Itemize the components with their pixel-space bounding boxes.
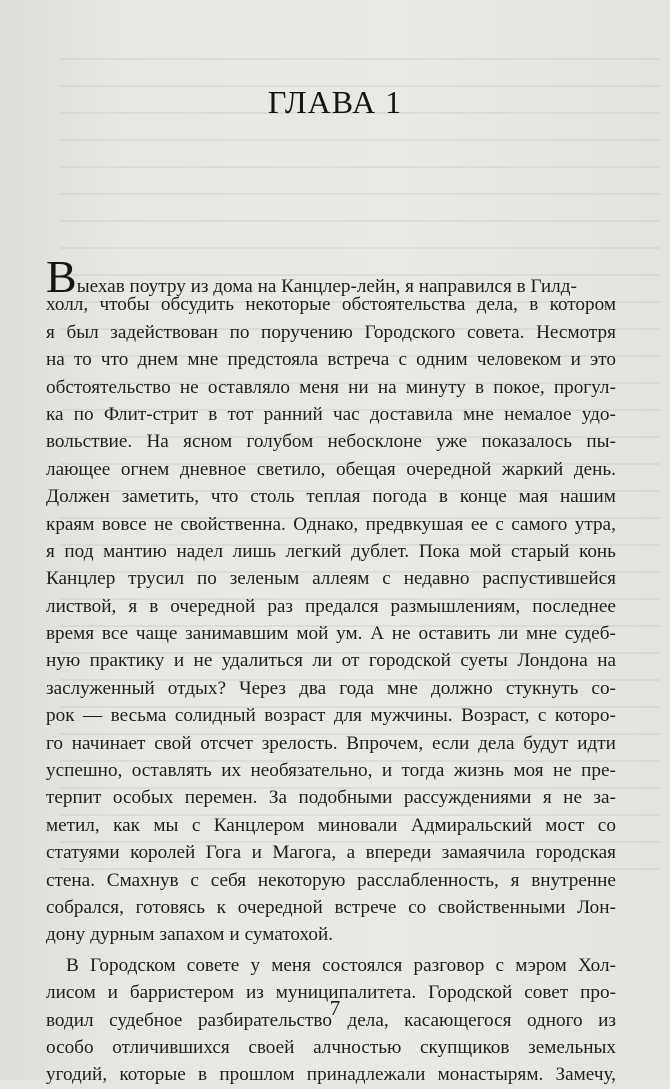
text-line: статуями королей Гога и Магога, а впереди замаячила городская [46,842,616,864]
text-line: заслуженный отдых? Через два года мне должно стукнуть со- [46,677,616,699]
text-line: терпит особых перемен. За подобными рассуждениями я не за- [46,787,616,809]
text-line: особо отличившихся своей алчностью скупщиков земельных [46,1036,616,1058]
text-line: обстоятельство не оставляло меня ни на минуту в покое, прогул- [46,376,616,398]
text-line: го начинает свой отсчет зрелость. Впрочем, если дела будут идти [46,732,616,754]
text-line: я под мантию надел лишь легкий дублет. Пока мой старый конь [46,540,616,562]
text-line: дону дурным запахом и суматохой. [46,924,334,946]
text-line: рок — весьма солидный возраст для мужчины. Возраст, с которо- [46,705,616,727]
text-line: Должен заметить, что столь теплая погода в конце мая нашим [46,486,616,508]
text-line: метил, как мы с Канцлером миновали Адмиральский мост со [46,814,616,836]
text-line: Выехав поутру из дома на Канцлер-лейн, я направился в Гилд- [46,251,577,302]
text-line: время все чаще занимавшим мой ум. А не оставить ли мне судеб- [46,623,616,645]
text-line: угодий, которые в прошлом принадлежали монастырям. Замечу, [46,1064,616,1086]
text-line: ную практику и не удалиться ли от городской суеты Лондона на [46,650,616,672]
text-line: холл, чтобы обсудить некоторые обстоятельства дела, в котором [46,294,616,316]
text-line: вольствие. На ясном голубом небосклоне уже показалось пы- [46,431,616,453]
text-line: водил судебное разбирательство дела, касающегося одного из [46,1009,616,1031]
chapter-title: ГЛАВА 1 [267,84,403,120]
page-number: 7 [329,996,341,1020]
body-text [46,251,616,1089]
text-line: ка по Флит-стрит в тот ранний час доставила мне немалое удо- [46,403,616,425]
text-line: В Городском совете у меня состоялся разговор с мэром Хол- [66,954,616,976]
text-line: лисом и барристером из муниципалитета. Городской совет про- [46,982,616,1004]
text-line: краям вовсе не свойственна. Однако, предвкушая ее с самого утра, [46,513,616,535]
text-line: успешно, оставлять их необязательно, и тогда жизнь моя не пре- [46,760,616,782]
text-line: на то что днем мне предстояла встреча с одним человеком и это [46,349,616,371]
text-line: лающее огнем дневное светило, обещая очередной жаркий день. [46,458,616,480]
text-line: Канцлер трусил по зеленым аллеям с недавно распустившейся [46,568,616,590]
text-line: листвой, я в очередной раз предался размышлениям, последнее [46,595,616,617]
text-line: стена. Смахнув с себя некоторую расслабленность, я внутренне [46,869,616,891]
text-line: собрался, готовясь к очередной встрече со свойственными Лон- [46,896,616,918]
text-line: я был задействован по поручению Городского совета. Несмотря [46,321,616,343]
drop-cap: В [46,251,77,302]
